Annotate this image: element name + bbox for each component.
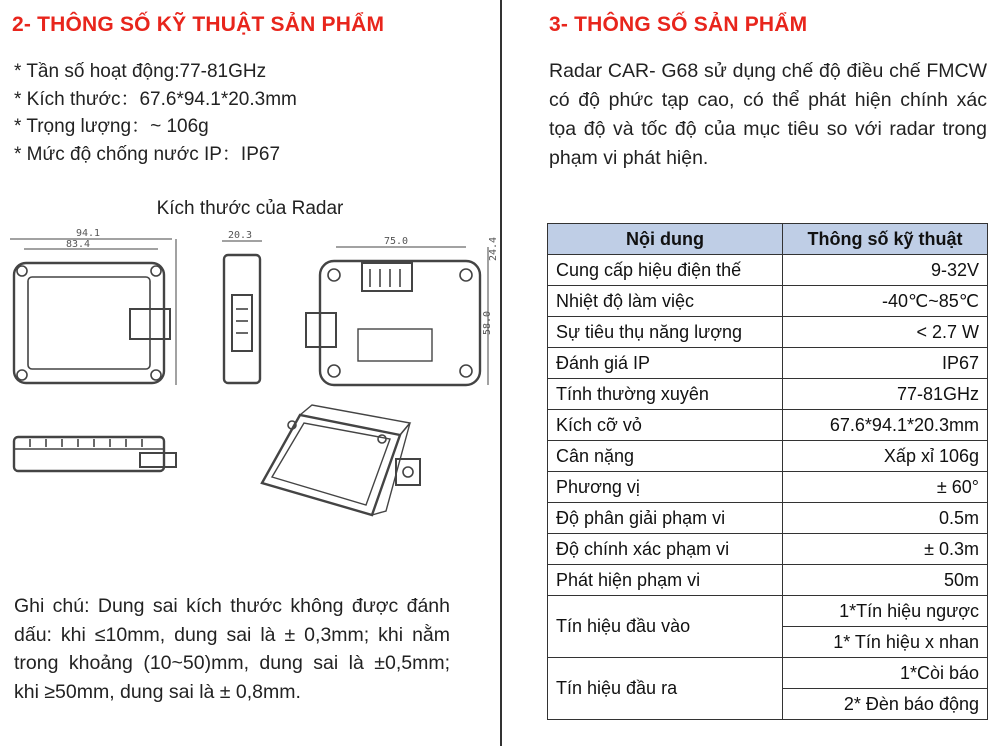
product-intro: Radar CAR- G68 sử dụng chế độ điều chế FMCW có độ phức tạp cao, có thể phát hiện chính xác tọa độ và tốc độ của mục tiêu so với radar trong phạm vi phát hiện. <box>549 60 987 169</box>
output-signal-value: 2* Đèn báo động <box>783 689 988 720</box>
row-value: 0.5m <box>783 503 988 534</box>
row-value: IP67 <box>783 348 988 379</box>
row-label: Cân nặng <box>548 441 783 472</box>
radar-drawings <box>0 225 500 525</box>
spec-list <box>14 58 297 168</box>
product-heading: 3- THÔNG SỐ SẢN PHẨM <box>549 13 808 36</box>
input-signal-label: Tín hiệu đầu vào <box>548 596 783 658</box>
dim-side: 20.3 <box>228 230 253 241</box>
row-value: -40℃~85℃ <box>783 286 988 317</box>
row-label: Độ phân giải phạm vi <box>548 503 783 534</box>
front-view <box>10 239 176 385</box>
table-row <box>548 658 988 689</box>
spec-item-ip: * Mức độ chống nước IP：IP67 <box>14 143 281 165</box>
spec-table <box>547 223 988 720</box>
tolerance-note: Ghi chú: Dung sai kích thước không được đánh dấu: khi ≤10mm, dung sai là ± 0,3mm; khi nằm trong khoảng (10~50)mm, dung sai là ±0,5mm; khi ≥50mm, dung sai là ± 0,8mm. <box>14 595 450 703</box>
radar-technical-drawing <box>0 225 500 525</box>
dim-top-height-b: 58.0 <box>482 310 493 335</box>
row-label: Sự tiêu thụ năng lượng <box>548 317 783 348</box>
spec-item-weight: * Trọng lượng：~ 106g <box>14 116 209 137</box>
row-value: ± 0.3m <box>783 534 988 565</box>
row-label: Phương vị <box>548 472 783 503</box>
table-row <box>548 534 988 565</box>
side-view <box>222 241 262 383</box>
table-row <box>548 596 988 627</box>
dim-top-height-a: 24.4 <box>488 236 499 261</box>
table-row <box>548 410 988 441</box>
row-value: 67.6*94.1*20.3mm <box>783 410 988 441</box>
top-view <box>306 247 488 385</box>
input-signal-value: 1*Tín hiệu ngược <box>783 596 988 627</box>
spec-table-header <box>548 224 988 255</box>
table-row <box>548 503 988 534</box>
row-value: ± 60° <box>783 472 988 503</box>
diagram-title: Kích thước của Radar <box>156 198 344 219</box>
row-value: Xấp xỉ 106g <box>783 441 988 472</box>
output-signal-value: 1*Còi báo <box>783 658 988 689</box>
row-value: < 2.7 W <box>783 317 988 348</box>
table-row <box>548 348 988 379</box>
table-row <box>548 379 988 410</box>
row-label: Kích cỡ vỏ <box>548 410 783 441</box>
input-signal-value: 1* Tín hiệu x nhan <box>783 627 988 658</box>
column-divider <box>500 0 502 746</box>
table-row <box>548 286 988 317</box>
header-spec: Thông số kỹ thuật <box>783 224 988 255</box>
table-row <box>548 565 988 596</box>
spec-item-size: * Kích thước：67.6*94.1*20.3mm <box>14 88 297 110</box>
row-label: Nhiệt độ làm việc <box>548 286 783 317</box>
profile-view <box>14 437 176 471</box>
isometric-view <box>262 405 420 515</box>
table-row <box>548 317 988 348</box>
spec-item-frequency: * Tần số hoạt động:77-81GHz <box>14 61 267 82</box>
table-row <box>548 441 988 472</box>
dim-front-inner: 83.4 <box>66 239 91 250</box>
row-label: Đánh giá IP <box>548 348 783 379</box>
dim-front-outer: 94.1 <box>76 228 101 239</box>
row-label: Tính thường xuyên <box>548 379 783 410</box>
specs-heading: 2- THÔNG SỐ KỸ THUẬT SẢN PHẨM <box>12 13 385 36</box>
row-label: Phát hiện phạm vi <box>548 565 783 596</box>
row-label: Độ chính xác phạm vi <box>548 534 783 565</box>
row-value: 9-32V <box>783 255 988 286</box>
output-signal-label: Tín hiệu đầu ra <box>548 658 783 720</box>
row-value: 50m <box>783 565 988 596</box>
row-value: 77-81GHz <box>783 379 988 410</box>
table-row <box>548 472 988 503</box>
header-content: Nội dung <box>548 224 783 255</box>
table-row <box>548 255 988 286</box>
dim-top-width: 75.0 <box>384 236 409 247</box>
row-label: Cung cấp hiệu điện thế <box>548 255 783 286</box>
